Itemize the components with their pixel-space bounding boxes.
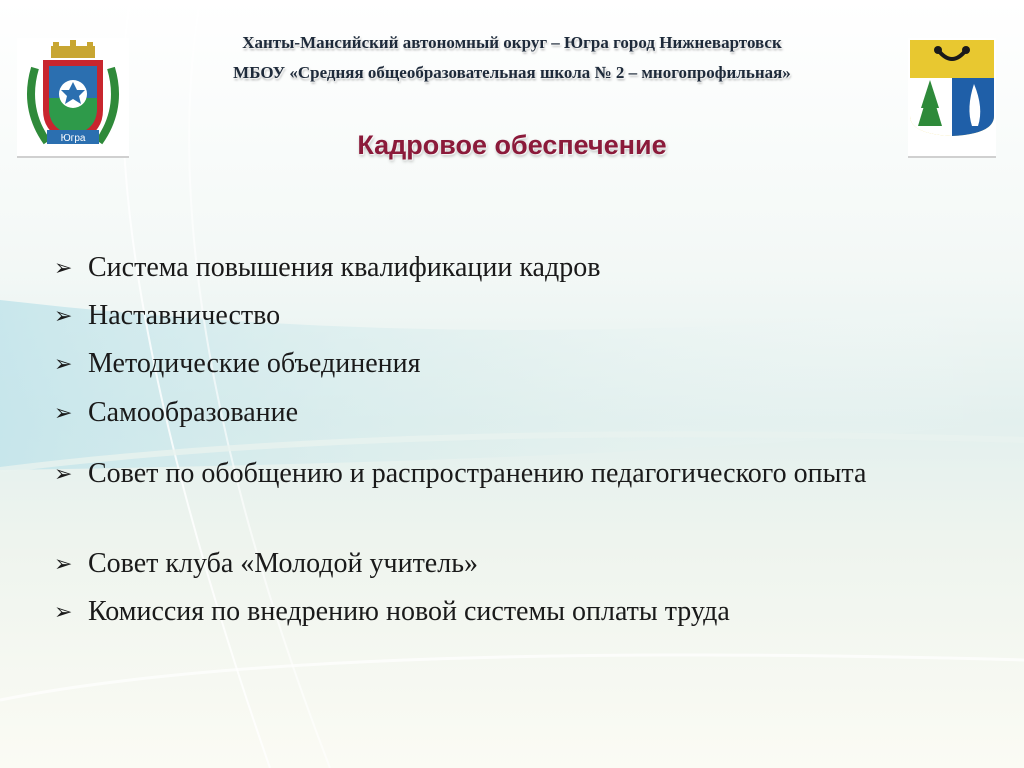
list-item bbox=[54, 395, 298, 432]
ribbon-label: Югра bbox=[60, 133, 86, 144]
header-line-region: Ханты-Мансийский автономный округ – Югра город Нижневартовск bbox=[242, 33, 782, 52]
slide-title: Кадровое обеспечение bbox=[357, 130, 667, 160]
list-item-text: Наставничество bbox=[88, 300, 281, 331]
arrow-bullet-icon: ➢ bbox=[54, 401, 73, 426]
list-item bbox=[54, 594, 730, 631]
arrow-bullet-icon: ➢ bbox=[54, 552, 73, 577]
list-item bbox=[54, 450, 968, 498]
arrow-bullet-icon: ➢ bbox=[54, 600, 73, 625]
arrow-bullet-icon: ➢ bbox=[54, 256, 73, 281]
list-item-text: Совет клуба «Молодой учитель» bbox=[88, 548, 478, 579]
list-item-text: Самообразование bbox=[88, 397, 299, 428]
arrow-bullet-icon: ➢ bbox=[54, 352, 73, 377]
list-item-text: Совет по обобщению и распространению педагогического опыта bbox=[88, 458, 867, 489]
list-item bbox=[54, 546, 478, 583]
arrow-bullet-icon: ➢ bbox=[54, 304, 73, 329]
header-line-school: МБОУ «Средняя общеобразовательная школа № 2 – многопрофильная» bbox=[233, 63, 791, 82]
arrow-bullet-icon: ➢ bbox=[54, 462, 73, 487]
list-item bbox=[54, 250, 600, 287]
list-item-text: Комиссия по внедрению новой системы оплаты труда bbox=[88, 596, 730, 627]
list-item-text: Методические объединения bbox=[88, 348, 421, 379]
list-item bbox=[54, 346, 420, 383]
list-item-text: Система повышения квалификации кадров bbox=[88, 252, 601, 283]
list-item bbox=[54, 298, 280, 335]
